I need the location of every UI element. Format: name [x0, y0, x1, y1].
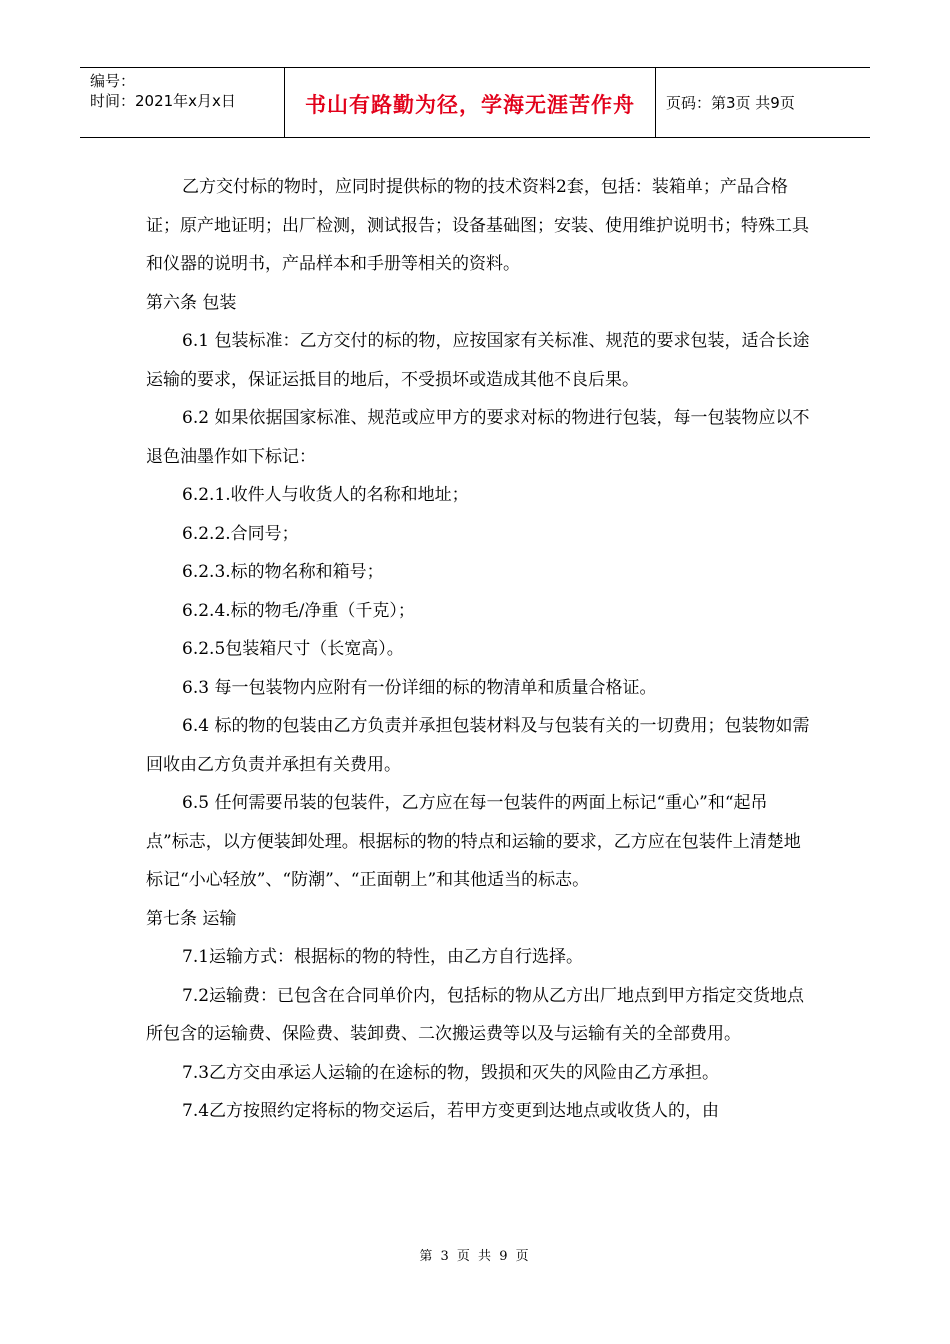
header-meta — [90, 71, 236, 111]
paragraph-6-5: 6.5 任何需要吊装的包装件，乙方应在每一包装件的两面上标记“重心”和“起吊点”标志，以方便装卸处理。根据标的物的特点和运输的要求，乙方应在包装件上清楚地标记“小心轻放”、“防潮”、“正面朝上”和其他适当的标志。 — [146, 793, 801, 890]
section-heading-6: 第六条 包装 — [146, 292, 237, 313]
paragraph-7-2: 7.2运输费：已包含在合同单价内，包括标的物从乙方出厂地点到甲方指定交货地点所包含的运输费、保险费、装卸费、二次搬运费等以及与运输有关的全部费用。 — [146, 985, 805, 1044]
number-label: 编号： — [90, 72, 136, 90]
paragraph-6-2: 6.2 如果依据国家标准、规范或应甲方的要求对标的物进行包装，每一包装物应以不退色油墨作如下标记： — [146, 408, 810, 467]
paragraph-6-1: 6.1 包装标准：乙方交付的标的物，应按国家有关标准、规范的要求包装，适合长途运输的要求，保证运抵目的地后，不受损坏或造成其他不良后果。 — [146, 331, 810, 390]
list-item-6-2-1: 6.2.1.收件人与收货人的名称和地址； — [182, 485, 469, 505]
paragraph-7-3: 7.3乙方交由承运人运输的在途标的物，毁损和灭失的风险由乙方承担。 — [182, 1062, 720, 1083]
document-body — [146, 168, 810, 1131]
paragraph-7-1: 7.1运输方式：根据标的物的特性，由乙方自行选择。 — [182, 947, 584, 967]
header-page-label: 页码：第3页 共9页 — [666, 94, 795, 112]
page-footer: 第 3 页 共 9 页 — [419, 1249, 531, 1264]
paragraph-6-3: 6.3 每一包装物内应附有一份详细的标的物清单和质量合格证。 — [182, 677, 657, 698]
list-item-6-2-5: 6.2.5包装箱尺寸（长宽高）。 — [182, 639, 404, 659]
page-header — [80, 67, 870, 138]
header-divider — [655, 68, 656, 137]
paragraph-7-4: 7.4乙方按照约定将标的物交运后，若甲方变更到达地点或收货人的，由 — [182, 1101, 720, 1121]
list-item-6-2-4: 6.2.4.标的物毛/净重（千克）； — [182, 600, 415, 621]
paragraph-deliverables: 乙方交付标的物时，应同时提供标的物的技术资料2套，包括：装箱单；产品合格证；原产地证明；出厂检测，测试报告；设备基础图；安装、使用维护说明书；特殊工具和仪器的说明书，产品样本和手册等相关的资料。 — [146, 177, 809, 274]
time-label: 时间：2021年x月x日 — [90, 92, 236, 110]
list-item-6-2-2: 6.2.2.合同号； — [182, 523, 299, 544]
paragraph-6-4: 6.4 标的物的包装由乙方负责并承担包装材料及与包装有关的一切费用；包装物如需回收由乙方负责并承担有关费用。 — [146, 716, 810, 775]
list-item-6-2-3: 6.2.3.标的物名称和箱号； — [182, 562, 384, 582]
section-heading-7: 第七条 运输 — [146, 908, 237, 929]
header-motto: 书山有路勤为径，学海无涯苦作舟 — [305, 93, 635, 117]
